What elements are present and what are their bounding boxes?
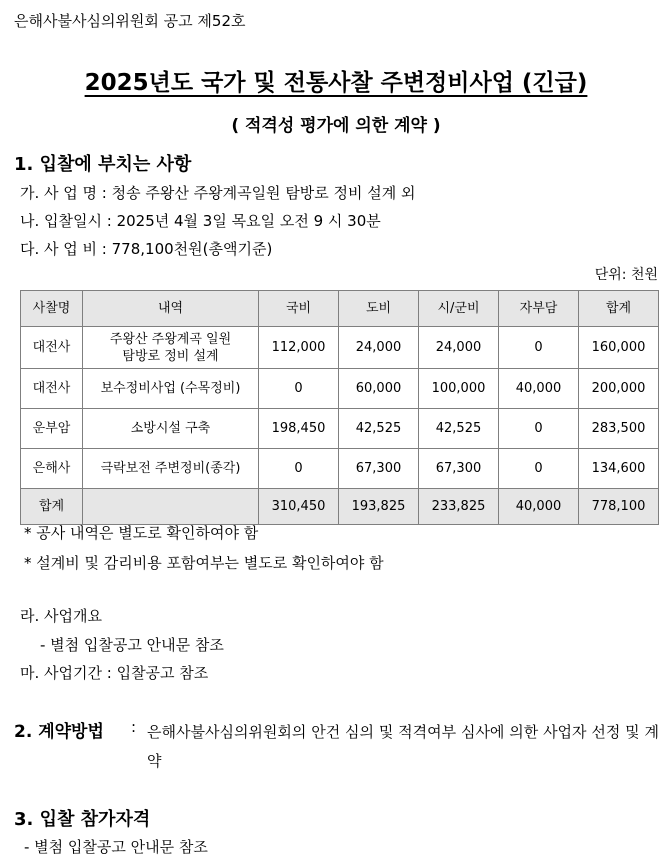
section-1-heading: 1. 입찰에 부치는 사항: [14, 154, 192, 175]
total-sum: 778,100: [579, 489, 659, 525]
col-province: 도비: [339, 291, 419, 327]
table-header-row: [21, 291, 659, 327]
project-name-line: 가. 사 업 명 : 청송 주왕산 주왕계곡일원 탐방로 정비 설계 외: [20, 184, 416, 202]
cell-province: 67,300: [339, 449, 419, 489]
period-line: 마. 사업기간 : 입찰공고 참조: [20, 664, 209, 682]
cell-total: 200,000: [579, 369, 659, 409]
section-2-colon: :: [131, 718, 137, 736]
total-city: 233,825: [419, 489, 499, 525]
col-national: 국비: [259, 291, 339, 327]
cell-province: 42,525: [339, 409, 419, 449]
total-province: 193,825: [339, 489, 419, 525]
cell-province: 24,000: [339, 327, 419, 369]
col-city: 시/군비: [419, 291, 499, 327]
unit-label: 단위: 천원: [594, 267, 658, 283]
bid-date-line: 나. 입찰일시 : 2025년 4월 3일 목요일 오전 9 시 30분: [20, 212, 381, 230]
page-subtitle: ( 적격성 평가에 의한 계약 ): [231, 116, 441, 136]
budget-table: [20, 290, 659, 525]
note-line: * 설계비 및 감리비용 포함여부는 별도로 확인하여야 함: [24, 554, 384, 572]
cell-city: 100,000: [419, 369, 499, 409]
table-row: [21, 369, 659, 409]
cell-total: 160,000: [579, 327, 659, 369]
cell-total: 134,600: [579, 449, 659, 489]
total-description-empty: [83, 489, 259, 525]
desc-line: 주왕산 주왕계곡 일원: [109, 331, 232, 347]
total-self: 40,000: [499, 489, 579, 525]
cell-national: 112,000: [259, 327, 339, 369]
page-title: 2025년도 국가 및 전통사찰 주변정비사업 (긴급): [84, 70, 588, 96]
col-self: 자부담: [499, 291, 579, 327]
table-row: [21, 449, 659, 489]
cell-city: 24,000: [419, 327, 499, 369]
cell-national: 0: [259, 449, 339, 489]
cell-description: 보수정비사업 (수목정비): [83, 369, 259, 409]
cell-city: 67,300: [419, 449, 499, 489]
cell-temple: 대전사: [21, 369, 83, 409]
cell-self: 0: [499, 449, 579, 489]
table-row: [21, 327, 659, 369]
table-row: [21, 409, 659, 449]
cell-self: 40,000: [499, 369, 579, 409]
col-temple: 사찰명: [21, 291, 83, 327]
cell-city: 42,525: [419, 409, 499, 449]
col-total: 합계: [579, 291, 659, 327]
cell-total: 283,500: [579, 409, 659, 449]
section-2-heading: 2. 계약방법: [14, 722, 104, 742]
cell-national: 198,450: [259, 409, 339, 449]
contract-method-text: 은해사불사심의위원회의 안건 심의 및 적격여부 심사에 의한 사업자 선정 및 계약: [147, 723, 659, 770]
cell-self: 0: [499, 327, 579, 369]
overview-heading: 라. 사업개요: [20, 607, 102, 625]
total-label: 합계: [21, 489, 83, 525]
cell-temple: 운부암: [21, 409, 83, 449]
cell-province: 60,000: [339, 369, 419, 409]
cell-description: 극락보전 주변정비(종각): [83, 449, 259, 489]
qualification-detail: - 별첨 입찰공고 안내문 참조: [24, 838, 208, 856]
overview-detail: - 별첨 입찰공고 안내문 참조: [40, 636, 224, 654]
cell-self: 0: [499, 409, 579, 449]
cell-description: [83, 327, 259, 369]
table-total-row: [21, 489, 659, 525]
cell-temple: 은해사: [21, 449, 83, 489]
desc-line: 탐방로 정비 설계: [122, 348, 219, 364]
notice-number: 은해사불사심의위원회 공고 제52호: [14, 12, 246, 30]
col-description: 내역: [83, 291, 259, 327]
note-line: * 공사 내역은 별도로 확인하여야 함: [24, 524, 259, 542]
cell-national: 0: [259, 369, 339, 409]
total-national: 310,450: [259, 489, 339, 525]
cell-temple: 대전사: [21, 327, 83, 369]
section-3-heading: 3. 입찰 참가자격: [14, 809, 151, 830]
cell-description: 소방시설 구축: [83, 409, 259, 449]
project-cost-line: 다. 사 업 비 : 778,100천원(총액기준): [20, 240, 273, 258]
